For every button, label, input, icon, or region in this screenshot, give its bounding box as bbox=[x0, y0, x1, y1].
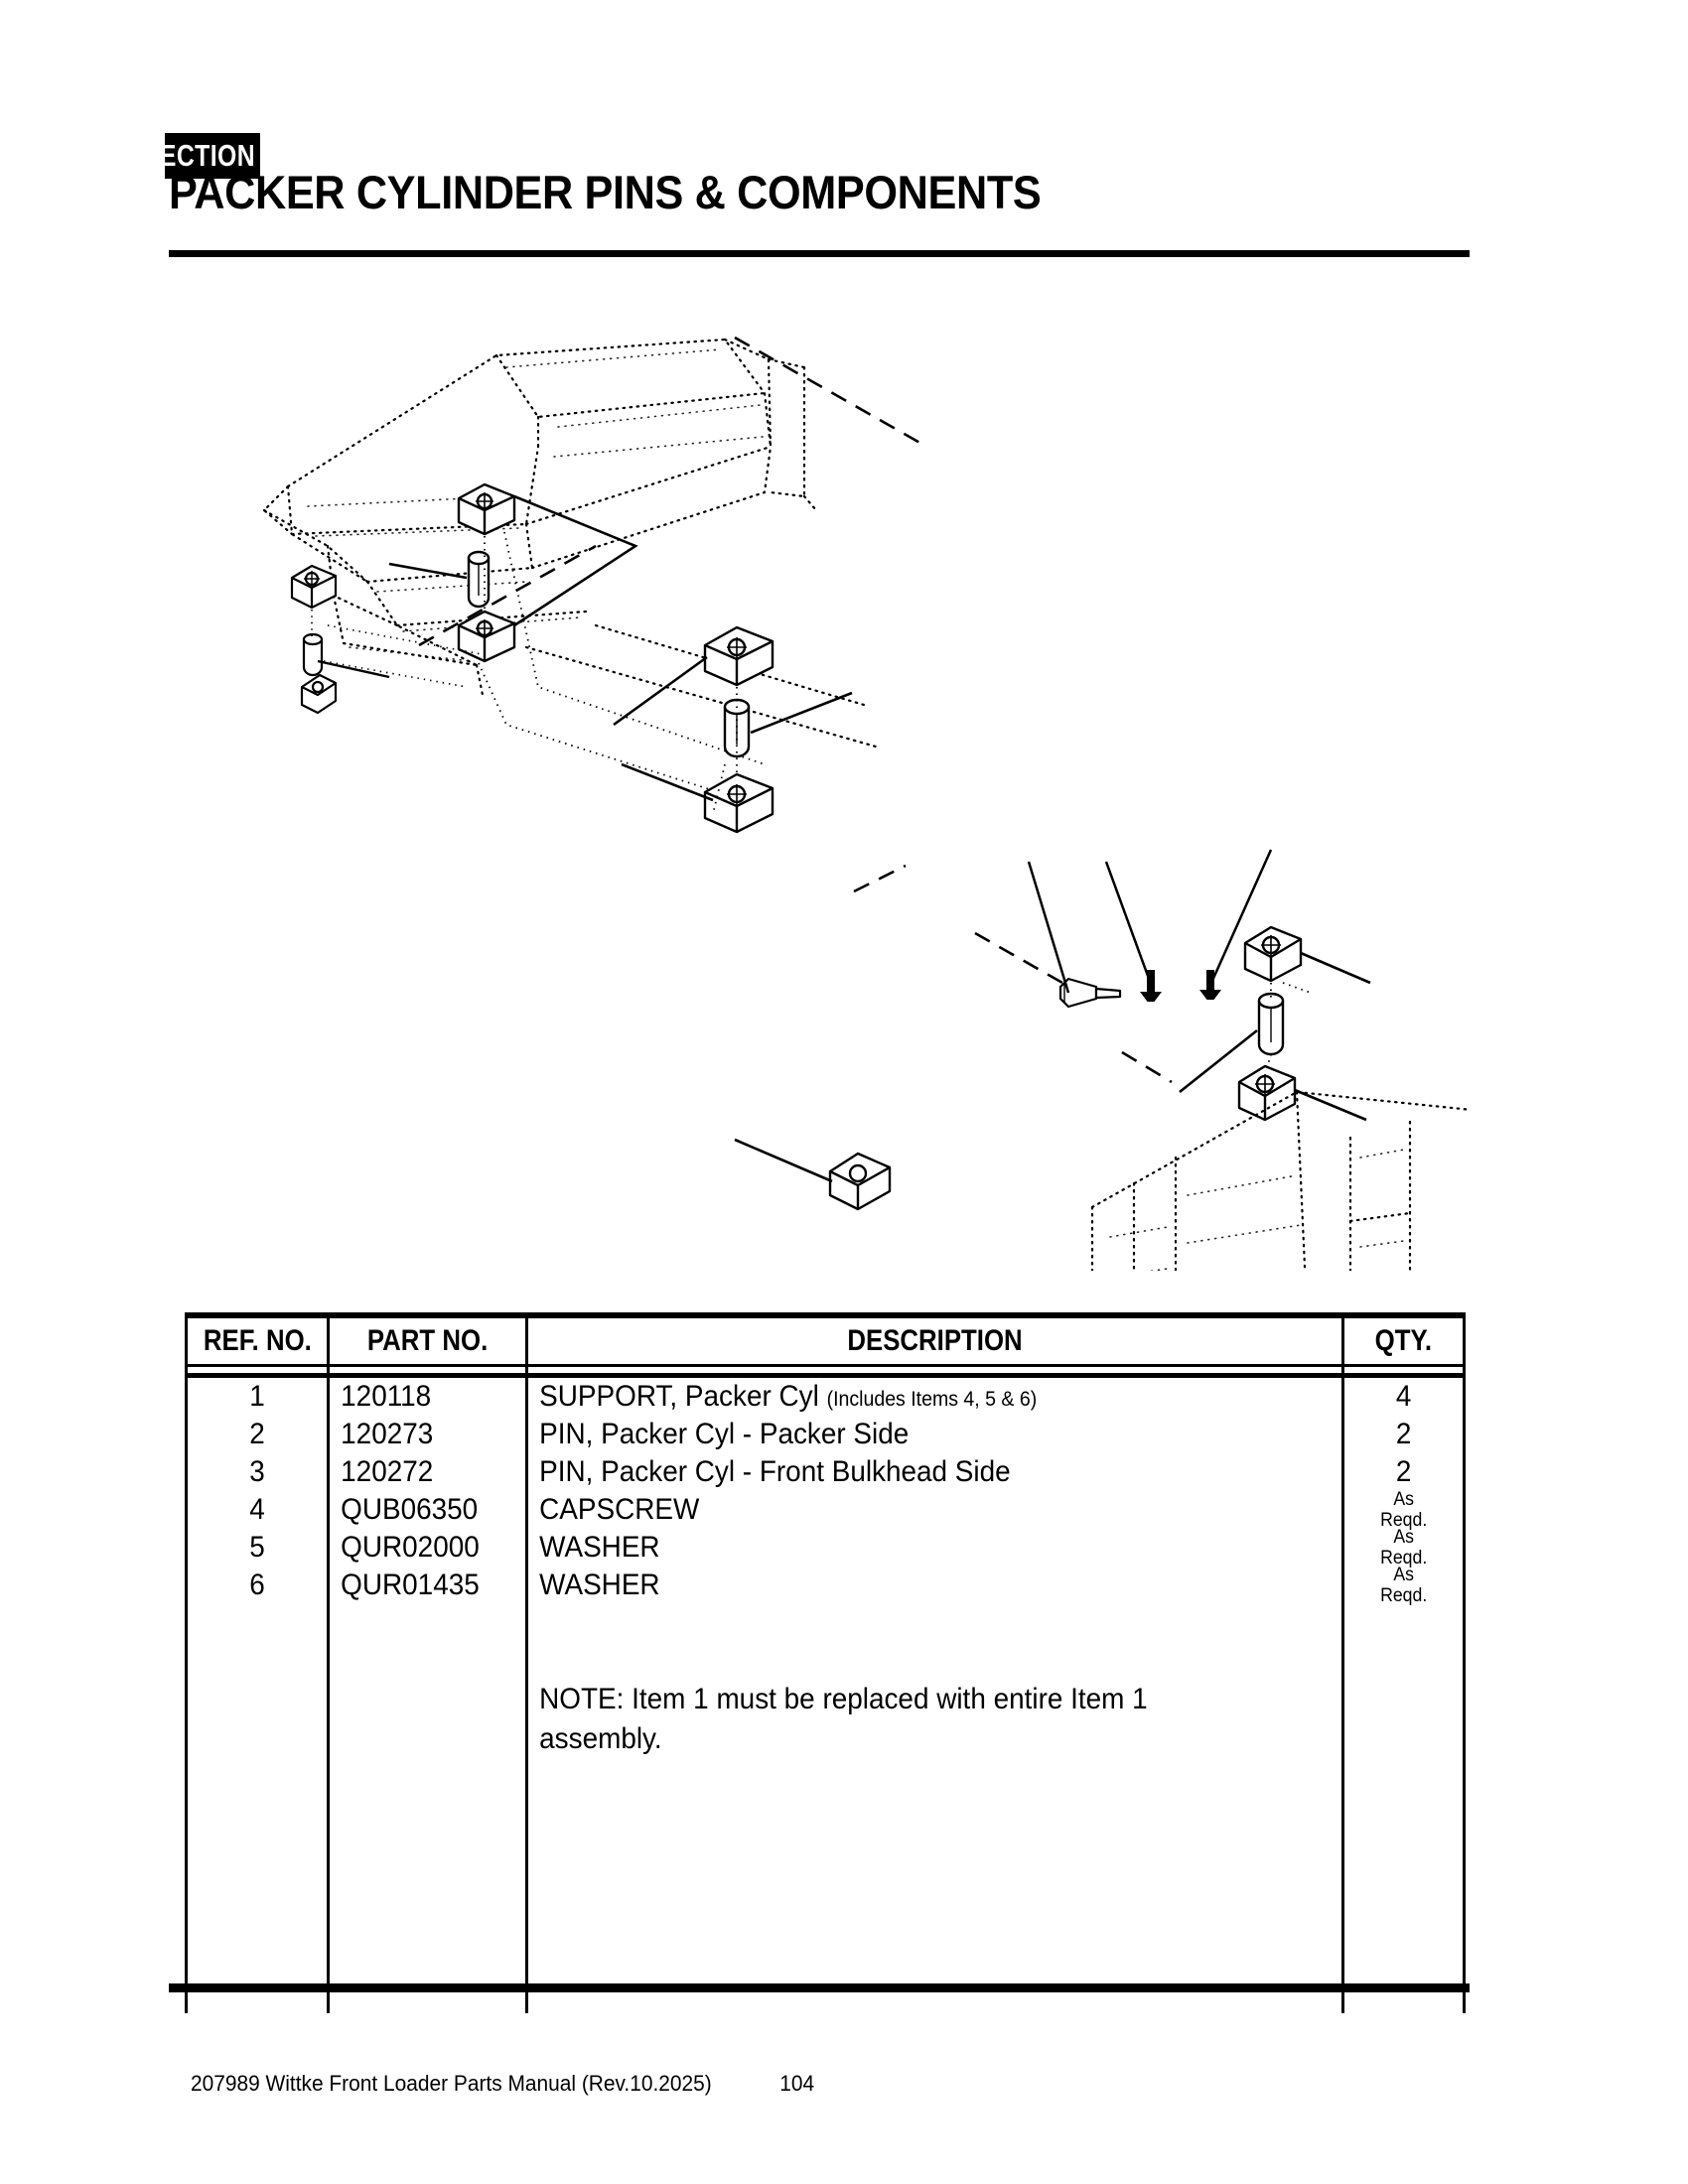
table-row: PIN, Packer Cyl - Front Bulkhead Side bbox=[539, 1455, 1011, 1488]
description-column bbox=[526, 1376, 1342, 2014]
leader-line-washer-5 bbox=[1106, 862, 1152, 987]
bulkhead-stipple-detail bbox=[1102, 1150, 1404, 1271]
ref-no-column bbox=[187, 1376, 329, 2014]
page-title: PACKER CYLINDER PINS & COMPONENTS bbox=[169, 166, 1042, 218]
page-footer bbox=[191, 2071, 814, 2097]
support-block-right-lower bbox=[1239, 1066, 1295, 1120]
table-row: 2 bbox=[249, 1418, 265, 1450]
table-row: WASHER bbox=[539, 1531, 660, 1564]
qty-column bbox=[1342, 1376, 1464, 2014]
table-header-row bbox=[187, 1315, 1465, 1366]
washer-item6 bbox=[1201, 971, 1219, 999]
table-row bbox=[1348, 1529, 1459, 1567]
capscrew-item4 bbox=[1060, 979, 1120, 1007]
qty-as-reqd: As Reqd. bbox=[1379, 1565, 1427, 1606]
table-row: QUR02000 bbox=[341, 1531, 480, 1564]
front-bulkhead-outline bbox=[1092, 1092, 1470, 1271]
truck-body-outline bbox=[264, 340, 876, 747]
exploded-parts-diagram bbox=[169, 298, 1470, 1271]
description-text: SUPPORT, Packer Cyl bbox=[539, 1380, 819, 1413]
table-row: 120118 bbox=[341, 1380, 432, 1413]
support-block-center-upper bbox=[705, 627, 773, 685]
table-row bbox=[1348, 1491, 1459, 1529]
table-row: 5 bbox=[249, 1531, 265, 1564]
column-header-part-no: PART NO. bbox=[329, 1315, 527, 1366]
pin-mid-left bbox=[304, 634, 322, 675]
leader-line-support-center bbox=[614, 657, 713, 800]
description-subnote: (Includes Items 4, 5 & 6) bbox=[826, 1388, 1038, 1411]
column-header-description: DESCRIPTION bbox=[526, 1315, 1342, 1366]
section-number: 4 bbox=[267, 138, 283, 173]
parts-list-table bbox=[185, 1312, 1466, 2013]
table-row: WASHER bbox=[539, 1569, 660, 1601]
table-row: 3 bbox=[249, 1455, 265, 1488]
table-row bbox=[539, 1378, 1284, 1416]
table-row: QUR01435 bbox=[341, 1569, 480, 1601]
pin-left bbox=[469, 552, 489, 607]
table-body-row bbox=[187, 1376, 1465, 2014]
table-row: PIN, Packer Cyl - Packer Side bbox=[539, 1418, 910, 1450]
assembly-centerlines bbox=[419, 338, 1172, 1082]
table-row: 1 bbox=[249, 1380, 265, 1413]
bracket-mid-left bbox=[302, 675, 336, 713]
support-block-lower-center bbox=[830, 1154, 890, 1209]
table-row bbox=[1348, 1567, 1459, 1604]
table-row: QUB06350 bbox=[341, 1493, 479, 1526]
table-row: 6 bbox=[249, 1569, 265, 1601]
table-row: 2 bbox=[1395, 1455, 1412, 1488]
leader-line-support-left bbox=[514, 496, 635, 625]
table-note-line-1: NOTE: Item 1 must be replaced with entire Item 1 bbox=[539, 1683, 1148, 1715]
table-row: 120273 bbox=[341, 1418, 434, 1450]
qty-as-reqd: As Reqd. bbox=[1379, 1489, 1427, 1531]
header-rule-spacer bbox=[187, 1366, 1465, 1376]
support-block-left-lower bbox=[459, 612, 514, 661]
table-note bbox=[539, 1680, 1284, 1759]
table-note-line-2: assembly. bbox=[539, 1722, 662, 1755]
support-block-left-upper bbox=[459, 484, 514, 534]
table-row: 2 bbox=[1395, 1418, 1412, 1450]
leader-line-capscrew bbox=[1029, 862, 1068, 993]
footer-rule bbox=[169, 1983, 1470, 1992]
footer-page-number: 104 bbox=[779, 2071, 815, 2096]
pin-center bbox=[725, 700, 749, 756]
table-row: 4 bbox=[249, 1493, 265, 1526]
support-block-mid-left bbox=[292, 566, 336, 608]
column-header-qty: QTY. bbox=[1342, 1315, 1464, 1366]
support-block-right-upper bbox=[1245, 927, 1301, 981]
table-row: 4 bbox=[1395, 1380, 1412, 1413]
header-rule bbox=[169, 250, 1470, 257]
footer-document-title: 207989 Wittke Front Loader Parts Manual (Rev.10.2025) bbox=[191, 2071, 712, 2096]
leader-line-support-lower bbox=[735, 1140, 832, 1181]
leader-line-mid-left bbox=[318, 661, 389, 677]
column-header-ref-no: REF. NO. bbox=[187, 1315, 329, 1366]
table-row: 120272 bbox=[341, 1455, 434, 1488]
part-no-column bbox=[329, 1376, 527, 2014]
section-label: SECTION bbox=[142, 138, 256, 173]
leader-line-pin-left bbox=[389, 564, 467, 578]
table-row: CAPSCREW bbox=[539, 1493, 700, 1526]
qty-as-reqd: As Reqd. bbox=[1379, 1527, 1427, 1569]
leader-line-pin-center bbox=[751, 693, 852, 733]
pin-right bbox=[1259, 994, 1283, 1054]
